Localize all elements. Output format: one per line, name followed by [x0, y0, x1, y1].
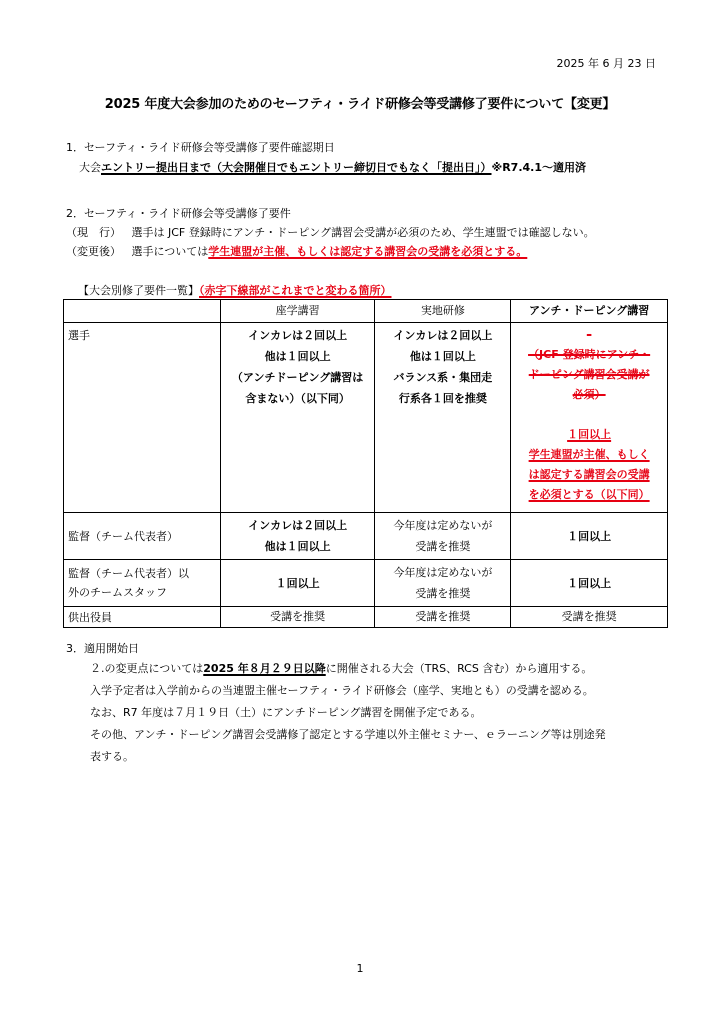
table-caption-note: （赤字下線部がこれまでと変わる箇所） [199, 284, 392, 297]
section3-line1 [90, 660, 592, 676]
staff-label-line: 外のチームスタッフ [68, 586, 167, 599]
new-requirement-line: を必須とする（以下同） [528, 488, 650, 501]
section2-current [66, 224, 595, 240]
officer-label: 供出役員 [64, 607, 221, 628]
header-anti-doping: アンチ・ドーピング講習 [511, 300, 668, 323]
header-blank [64, 300, 221, 323]
table-row-staff [64, 560, 668, 607]
current-text: 選手は JCF 登録時にアンチ・ドーピング講習会受講が必須のため、学生連盟では確認しない。 [131, 226, 595, 239]
header-jicchi: 実地研修 [375, 300, 511, 323]
player-label: 選手 [64, 323, 221, 513]
changed-label: （変更後） [66, 245, 121, 258]
staff-zagaku: １回以上 [220, 560, 375, 607]
officer-zagaku: 受講を推奨 [220, 607, 375, 628]
section1-deadline: エントリー提出日まで（大会開催日でもエントリー締切日でもなく「提出日」） [101, 161, 492, 174]
player-zagaku-line: インカレは２回以上 [248, 329, 348, 342]
manager-anti-doping: １回以上 [511, 513, 668, 560]
struck-line: 必須） [572, 388, 606, 401]
section3-line1-prefix: ２.の変更点については [90, 662, 204, 675]
player-jicchi-line: 他は１回以上 [409, 350, 476, 363]
manager-jicchi-line: 今年度は定めないが [393, 519, 493, 532]
manager-label: 監督（チーム代表者） [64, 513, 221, 560]
document-title: 2025 年度大会参加のためのセーフティ・ライド研修会等受講修了要件について【変更】 [104, 97, 616, 112]
table-caption-label: 【大会別修了要件一覧】 [78, 284, 199, 297]
section1-body [79, 159, 586, 175]
section1-note: ※R7.4.1～適用済 [491, 161, 586, 174]
staff-label [64, 560, 221, 607]
current-label: （現 行） [66, 226, 121, 239]
new-requirement-line: １回以上 [567, 428, 612, 441]
manager-jicchi-line: 受講を推奨 [415, 540, 471, 553]
table-row-manager [64, 513, 668, 560]
requirements-table [63, 299, 668, 628]
section3-heading: 3．適用開始日 [66, 642, 139, 655]
section3-line3: なお、R7 年度は７月１９日（土）にアンチドーピング講習を開催予定である。 [90, 706, 482, 719]
player-jicchi-line: バランス系・集団走 [393, 371, 493, 384]
section3-line1-suffix: に開催される大会（TRS、RCS 含む）から適用する。 [325, 662, 593, 675]
staff-anti-doping: １回以上 [511, 560, 668, 607]
struck-line: ドーピング講習会受講が [528, 368, 650, 381]
manager-zagaku-line: 他は１回以上 [264, 540, 331, 553]
new-requirement-line: は認定する講習会の受講 [528, 468, 650, 481]
new-requirement-line: 学生連盟が主催、もしく [528, 448, 650, 461]
manager-zagaku-line: インカレは２回以上 [248, 519, 348, 532]
table-row-officer [64, 607, 668, 628]
table-row-player [64, 323, 668, 513]
manager-jicchi [375, 513, 511, 560]
player-zagaku-line: （アンチドーピング講習は [231, 371, 364, 384]
table-caption [78, 282, 392, 298]
officer-anti-doping: 受講を推奨 [511, 607, 668, 628]
section3-line2: 入学予定者は入学前からの当連盟主催セーフティ・ライド研修会（座学、実地とも）の受講を認める。 [90, 684, 594, 697]
player-zagaku-line: 他は１回以上 [264, 350, 331, 363]
section1-prefix: 大会 [79, 161, 101, 174]
player-zagaku [220, 323, 375, 513]
header-zagaku: 座学講習 [220, 300, 375, 323]
staff-label-line: 監督（チーム代表者）以 [68, 567, 189, 580]
section3-line4: その他、アンチ・ドーピング講習会受講修了認定とする学連以外主催セミナー、ｅラーニング等は別途発 [90, 728, 606, 741]
page-number: 1 [356, 962, 364, 975]
player-jicchi-line: インカレは２回以上 [393, 329, 493, 342]
changed-requirement: 学生連盟が主催、もしくは認定する講習会の受講を必須とする。 [208, 245, 528, 258]
section2-changed [66, 243, 527, 259]
officer-jicchi: 受講を推奨 [375, 607, 511, 628]
staff-jicchi-line: 受講を推奨 [415, 587, 471, 600]
player-anti-doping [511, 323, 668, 513]
player-jicchi-line: 行系各１回を推奨 [398, 392, 487, 405]
changed-prefix: 選手については [131, 245, 209, 258]
section3-line5: 表する。 [90, 750, 134, 763]
section3-start-date: 2025 年８月２９日以降 [203, 662, 326, 675]
document-date: 2025 年 6 月 23 日 [556, 57, 656, 70]
staff-jicchi-line: 今年度は定めないが [393, 566, 493, 579]
manager-zagaku [220, 513, 375, 560]
struck-line: - [586, 328, 592, 341]
player-jicchi [375, 323, 511, 513]
table-header-row [64, 300, 668, 323]
section2-heading: 2．セーフティ・ライド研修会等受講修了要件 [66, 207, 291, 220]
struck-line: （JCF 登録時にアンチ・ [528, 348, 651, 361]
staff-jicchi [375, 560, 511, 607]
player-zagaku-line: 含まない）（以下同） [245, 392, 350, 405]
section1-heading: 1．セーフティ・ライド研修会等受講修了要件確認期日 [66, 141, 335, 154]
